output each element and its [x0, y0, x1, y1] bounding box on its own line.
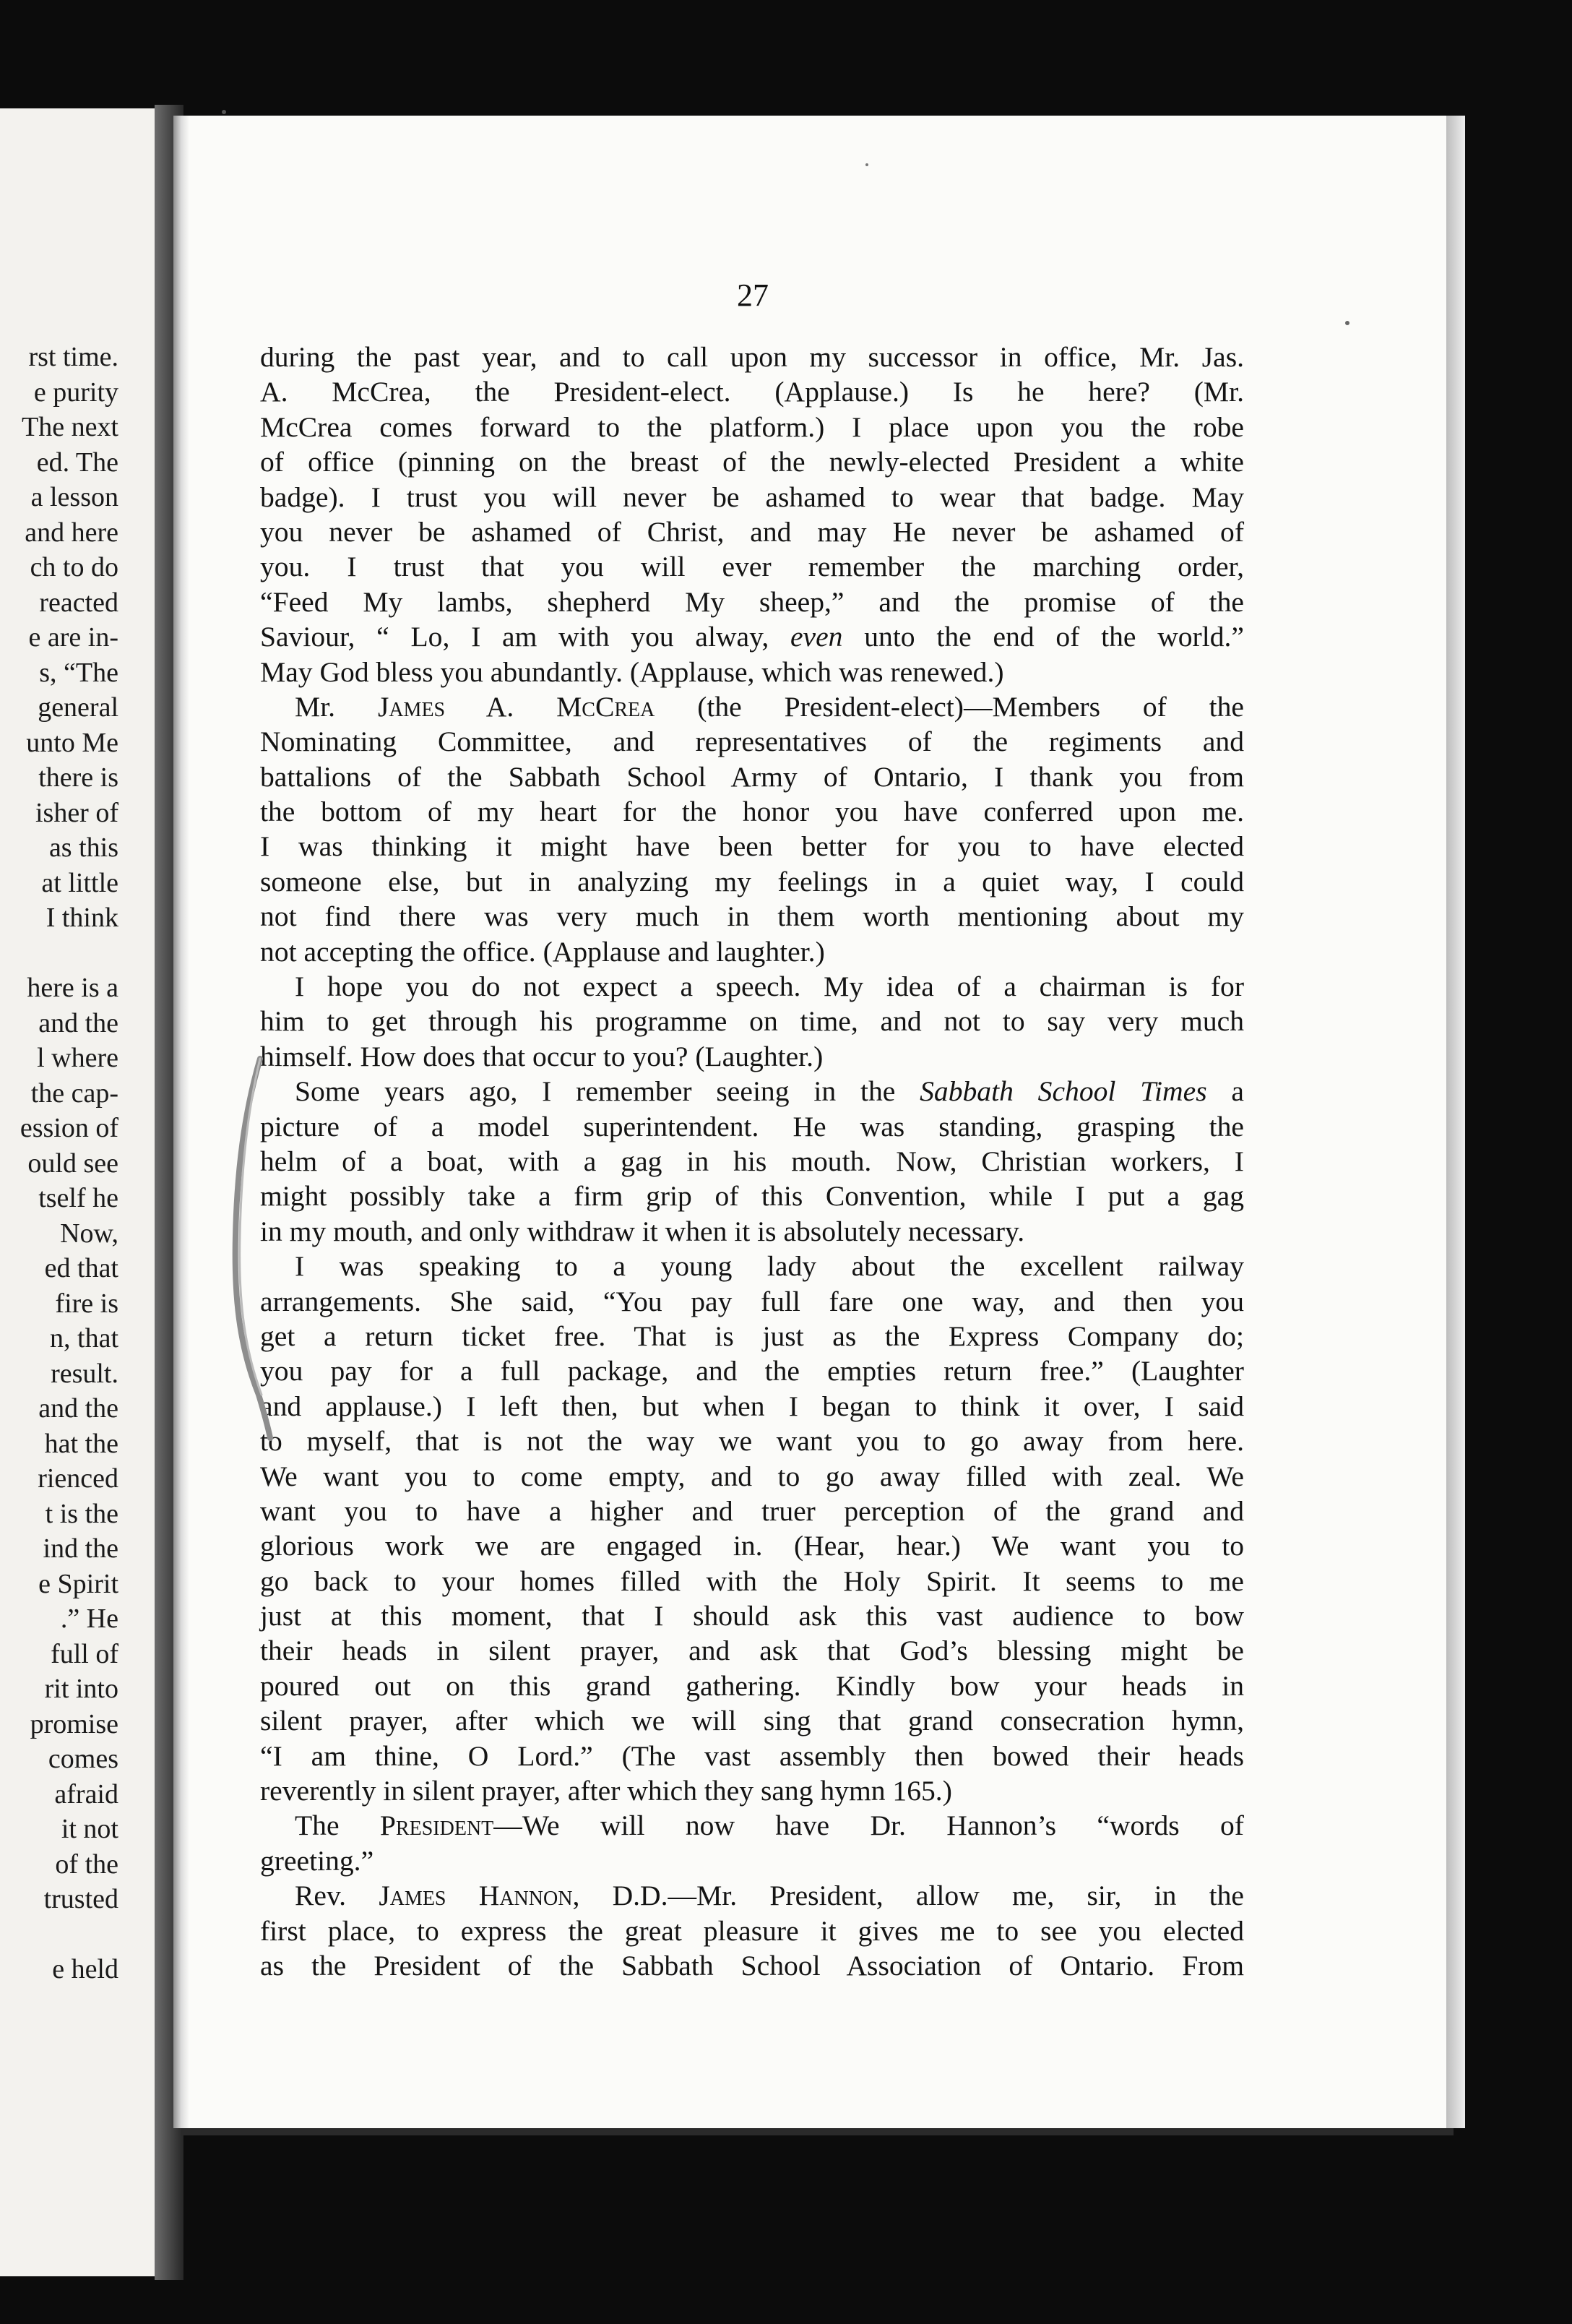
left-page-line: ed. The	[36, 447, 118, 478]
text-line: picture of a model superintendent. He was standing, grasping the	[260, 1110, 1244, 1142]
left-page-line: full of	[51, 1638, 118, 1669]
text-line: poured out on this grand gathering. Kindly bow your heads in	[260, 1669, 1244, 1702]
left-page-line: as this	[48, 832, 118, 863]
left-page-line: I think	[46, 903, 118, 933]
text-segment: —We will now have Dr. Hannon’s “words of	[493, 1809, 1244, 1842]
page-edge	[1446, 116, 1465, 2128]
text-segment: Some years ago, I remember seeing in the	[295, 1075, 920, 1108]
text-line: you never be ashamed of Christ, and may He never be ashamed of	[260, 515, 1244, 548]
text-line: We want you to come empty, and to go away filled with zeal. We	[260, 1460, 1244, 1492]
text-line: someone else, but in analyzing my feelings in a quiet way, I could	[260, 865, 1244, 898]
left-page-line: hat the	[44, 1428, 118, 1459]
text-line: arrangements. She said, “You pay full fare one way, and then you	[260, 1285, 1244, 1317]
left-page-line: fire is	[55, 1288, 118, 1319]
text-line: I was thinking it might have been better for you to have elected	[260, 830, 1244, 863]
text-segment: (the President-elect)—Members of the	[655, 690, 1244, 723]
left-page-fragment	[0, 108, 155, 2276]
text-line: I was speaking to a young lady about the excellent railway	[295, 1250, 1244, 1283]
text-line: glorious work we are engaged in. (Hear, hear.) We want you to	[260, 1530, 1244, 1562]
left-page-line: ession of	[20, 1113, 118, 1143]
text-line: A. McCrea, the President-elect. (Applause.) Is he here? (Mr.	[260, 376, 1244, 408]
left-page-line: it not	[61, 1814, 118, 1844]
left-page-line: tself he	[38, 1183, 118, 1213]
text-line: him to get through his programme on time, and not to say very much	[260, 1005, 1244, 1038]
text-line: May God bless you abundantly. (Applause, which was renewed.)	[260, 655, 1004, 688]
left-page-line: result.	[51, 1358, 118, 1389]
text-line	[260, 1074, 1244, 1109]
left-page-line: afraid	[54, 1778, 118, 1809]
text-line	[260, 689, 1244, 724]
left-page-line: and here	[25, 517, 118, 548]
left-page-line: ind the	[43, 1533, 118, 1564]
left-page-line: unto Me	[26, 727, 118, 758]
text-line: in my mouth, and only withdraw it when it is absolutely necessary.	[260, 1215, 1025, 1247]
left-page-line	[0, 936, 118, 971]
left-page-line: trusted	[43, 1884, 118, 1914]
text-line: go back to your homes filled with the Holy Spirit. It seems to me	[260, 1565, 1244, 1597]
text-segment: , D.D.—Mr. President, allow me, sir, in the	[572, 1880, 1244, 1912]
text-segment: The	[295, 1809, 380, 1842]
text-line: first place, to express the great pleasure it gives me to see you elected	[260, 1914, 1244, 1947]
text-line: their heads in silent prayer, and ask that God’s blessing might be	[260, 1635, 1244, 1667]
left-page-line: e are in-	[28, 622, 118, 653]
left-page-line: and the	[38, 1007, 118, 1038]
text-segment: Saviour, “ Lo, I am with you alway,	[260, 621, 790, 653]
left-page-line: .” He	[60, 1604, 118, 1634]
text-line	[260, 1808, 1244, 1843]
text-segment: unto the end of the world.”	[842, 621, 1244, 653]
text-line: might possibly take a firm grip of this Convention, while I put a gag	[260, 1180, 1244, 1213]
body-text	[260, 340, 1244, 1983]
left-page-line: t is the	[45, 1498, 118, 1529]
left-page-line: Now,	[60, 1218, 118, 1249]
left-page-line: of the	[55, 1849, 118, 1880]
text-segment: a	[1206, 1075, 1244, 1108]
left-page-line: general	[38, 692, 118, 723]
speaker-name: James Hannon	[379, 1880, 573, 1912]
italic-text: Sabbath School Times	[920, 1075, 1207, 1108]
text-line: “I am thine, O Lord.” (The vast assembly then bowed their heads	[260, 1739, 1244, 1772]
left-page-line: rst time.	[28, 342, 118, 372]
text-line: Nominating Committee, and representatives of the regiments and	[260, 726, 1244, 758]
left-page-line: rienced	[38, 1463, 118, 1494]
text-line	[260, 1878, 1244, 1913]
left-page-line: s, “The	[39, 657, 118, 688]
left-page-line: there is	[38, 762, 118, 793]
left-page-line: at little	[41, 867, 118, 898]
text-line: as the President of the Sabbath School Association of Ontario. From	[260, 1949, 1244, 1981]
left-page-line: here is a	[27, 973, 118, 1003]
left-page-line: isher of	[35, 797, 118, 828]
text-line: during the past year, and to call upon my successor in office, Mr. Jas.	[260, 341, 1244, 373]
text-line: just at this moment, that I should ask this vast audience to bow	[260, 1600, 1244, 1632]
left-page-line: e held	[52, 1954, 118, 1984]
page-number: 27	[737, 277, 769, 313]
left-page-text-column	[0, 340, 118, 1987]
left-page-line	[0, 1917, 118, 1953]
left-page-line: ould see	[27, 1148, 118, 1179]
left-page-line: ed that	[44, 1253, 118, 1283]
left-page-line: promise	[30, 1708, 118, 1739]
text-line: battalions of the Sabbath School Army of Ontario, I thank you from	[260, 760, 1244, 793]
text-line: to myself, that is not the way we want you to go away from here.	[260, 1425, 1244, 1458]
text-line: himself. How does that occur to you? (Laughter.)	[260, 1040, 824, 1072]
pencil-margin-mark	[217, 1055, 282, 1445]
text-line: greeting.”	[260, 1844, 374, 1877]
text-line: “Feed My lambs, shepherd My sheep,” and the promise of the	[260, 585, 1244, 618]
text-line: and applause.) I left then, but when I began to think it over, I said	[260, 1390, 1244, 1422]
text-line: get a return ticket free. That is just as the Express Company do;	[260, 1320, 1244, 1352]
text-line: I hope you do not expect a speech. My idea of a chairman is for	[295, 971, 1244, 1003]
text-line: you pay for a full package, and the empties return free.” (Laughter	[260, 1355, 1244, 1387]
text-segment: Rev.	[295, 1880, 379, 1912]
left-page-line: reacted	[39, 587, 118, 618]
left-page-line: The next	[21, 412, 118, 442]
text-line: not accepting the office. (Applause and laughter.)	[260, 935, 825, 968]
text-line: the bottom of my heart for the honor you have conferred upon me.	[260, 796, 1244, 828]
left-page-line: e Spirit	[38, 1568, 118, 1599]
text-line: reverently in silent prayer, after which they sang hymn 165.)	[260, 1775, 952, 1807]
left-page-line: l where	[37, 1043, 118, 1073]
left-page-line: the cap-	[30, 1077, 118, 1109]
speaker-name: President	[379, 1809, 494, 1842]
text-line	[260, 619, 1244, 654]
left-page-line: and the	[38, 1393, 118, 1424]
gutter-shade	[173, 116, 189, 2128]
italic-text: even	[790, 621, 843, 653]
text-line: helm of a boat, with a gag in his mouth. Now, Christian workers, I	[260, 1145, 1244, 1177]
speaker-name: James A. McCrea	[377, 690, 655, 723]
text-line: you. I trust that you will ever remember the marching order,	[260, 551, 1244, 583]
left-page-line: rit into	[44, 1674, 118, 1704]
text-line: want you to have a higher and truer perception of the grand and	[260, 1494, 1244, 1527]
text-line: silent prayer, after which we will sing that grand consecration hymn,	[260, 1705, 1244, 1737]
text-line: McCrea comes forward to the platform.) I place upon you the robe	[260, 410, 1244, 443]
left-page-line: comes	[48, 1744, 118, 1774]
text-line: badge). I trust you will never be ashamed to wear that badge. May	[260, 481, 1244, 513]
left-page-line: a lesson	[30, 482, 118, 512]
left-page-line: n, that	[50, 1323, 118, 1353]
text-line: of office (pinning on the breast of the newly-elected President a white	[260, 446, 1244, 478]
left-page-line: e purity	[33, 376, 118, 408]
text-segment: Mr.	[295, 690, 378, 723]
left-page-line: ch to do	[30, 552, 118, 582]
text-line: not find there was very much in them worth mentioning about my	[260, 900, 1244, 933]
